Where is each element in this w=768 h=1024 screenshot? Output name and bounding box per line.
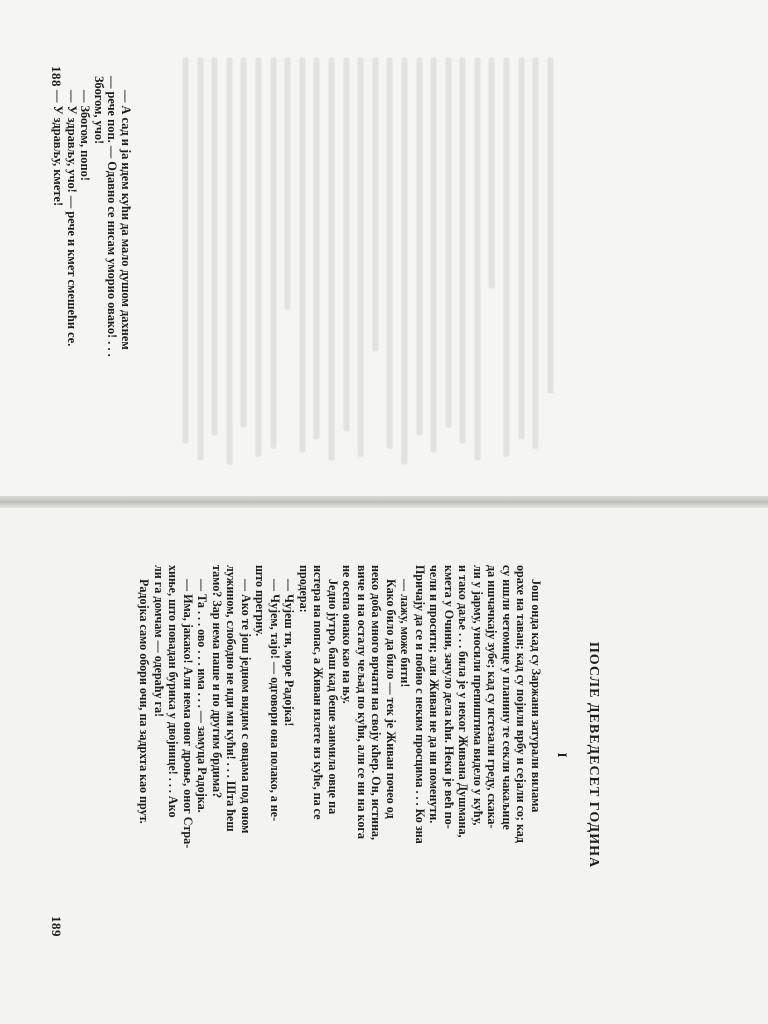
text-line: неко доба много врчати на своју кћер. Он, истина,: [369, 565, 384, 840]
text-line: да ишчачкају зубе; кад су истезали греду, скака-: [485, 565, 500, 829]
text-line: лужином, слободно не иди ми кући! . . . Шта ћеш: [224, 565, 239, 832]
text-line: Причају да се и побио с неким просцима . . . Ко зна: [413, 565, 427, 844]
text-line: Збогом, учо!: [91, 76, 106, 145]
left-page-text: [51, 76, 133, 448]
text-line: орахе на таван; кад су појили врбу и сејали со; кад: [514, 565, 529, 843]
text-line: ли га домчам — одераћу га!: [152, 565, 166, 718]
chapter-title: ПОСЛЕ ДЕВЕДЕСЕТ ГОДИНА: [586, 641, 601, 869]
text-line: што прегрну.: [253, 565, 268, 637]
text-line: — Има, јакако! Али нема оног дроње, оног Стра-: [181, 579, 195, 849]
text-line: — Збогом, попо!: [78, 90, 93, 181]
text-line: и тако даље . . . била је у неког Живана Душмана,: [456, 565, 471, 838]
page-number: 188: [49, 66, 64, 87]
text-line: — Чујеш ти, море Радојка!: [282, 579, 297, 727]
text-line: су ишли четомице у планину те секли чакаљице: [500, 565, 514, 830]
text-line: кмета у Очини, зачуло дела кћи. Неки је већ по-: [442, 565, 456, 829]
text-line: Радојка само обори очи, па задрхта као прут.: [137, 579, 152, 824]
text-line: виче и на осталу чељад по кући, али се ни на кога: [355, 565, 369, 839]
text-line: — Ако те још једном видим с овцама под оном: [239, 579, 253, 834]
text-line: Једно јутро, баш кад беше заимила овце па: [326, 579, 340, 815]
text-line: — лажу, може бити!: [398, 579, 413, 688]
text-line: чели и просити; али Живан не да ни поменути.: [427, 565, 442, 824]
text-line: истера на попас, а Живан излете из куће, па се: [311, 565, 326, 820]
text-line: — У здрављу, кмете!: [51, 90, 66, 207]
text-line: не осепа онако као на њу.: [340, 565, 355, 704]
show-through-texture: [183, 58, 578, 478]
text-line: ли у јарму, уносили препиштима видело у кућу,: [471, 565, 485, 826]
left-page: [0, 0, 768, 500]
text-line: Још онда кад су Заржани затурали вилама: [529, 579, 543, 813]
chapter-number: I: [555, 752, 571, 758]
right-page-text: [80, 565, 600, 945]
text-line: Како било да било — тек је Живан почео од: [384, 579, 398, 819]
text-line: — рече поп. — Одавно се нисам уморио овако! . . .: [105, 76, 120, 357]
text-line: тамо? Зар нема паше и по другим брдима?: [210, 565, 224, 799]
page-number: 189: [49, 916, 64, 937]
text-line: — Та . . . ово . . . има . . . — замуца Радојка.: [195, 579, 210, 813]
text-line: — Чујем, тајо! — одговори она полако, а не-: [268, 579, 282, 822]
text-line: хиње, што повадан бурика у двојнице! . . . Ако: [166, 565, 181, 818]
text-line: — У здрављу, учо! — рече и кмет смешећи се.: [64, 90, 79, 347]
text-line: — А сад и ја идем кући да мало душом дахнем: [119, 90, 133, 350]
text-line: продера:: [297, 565, 311, 613]
